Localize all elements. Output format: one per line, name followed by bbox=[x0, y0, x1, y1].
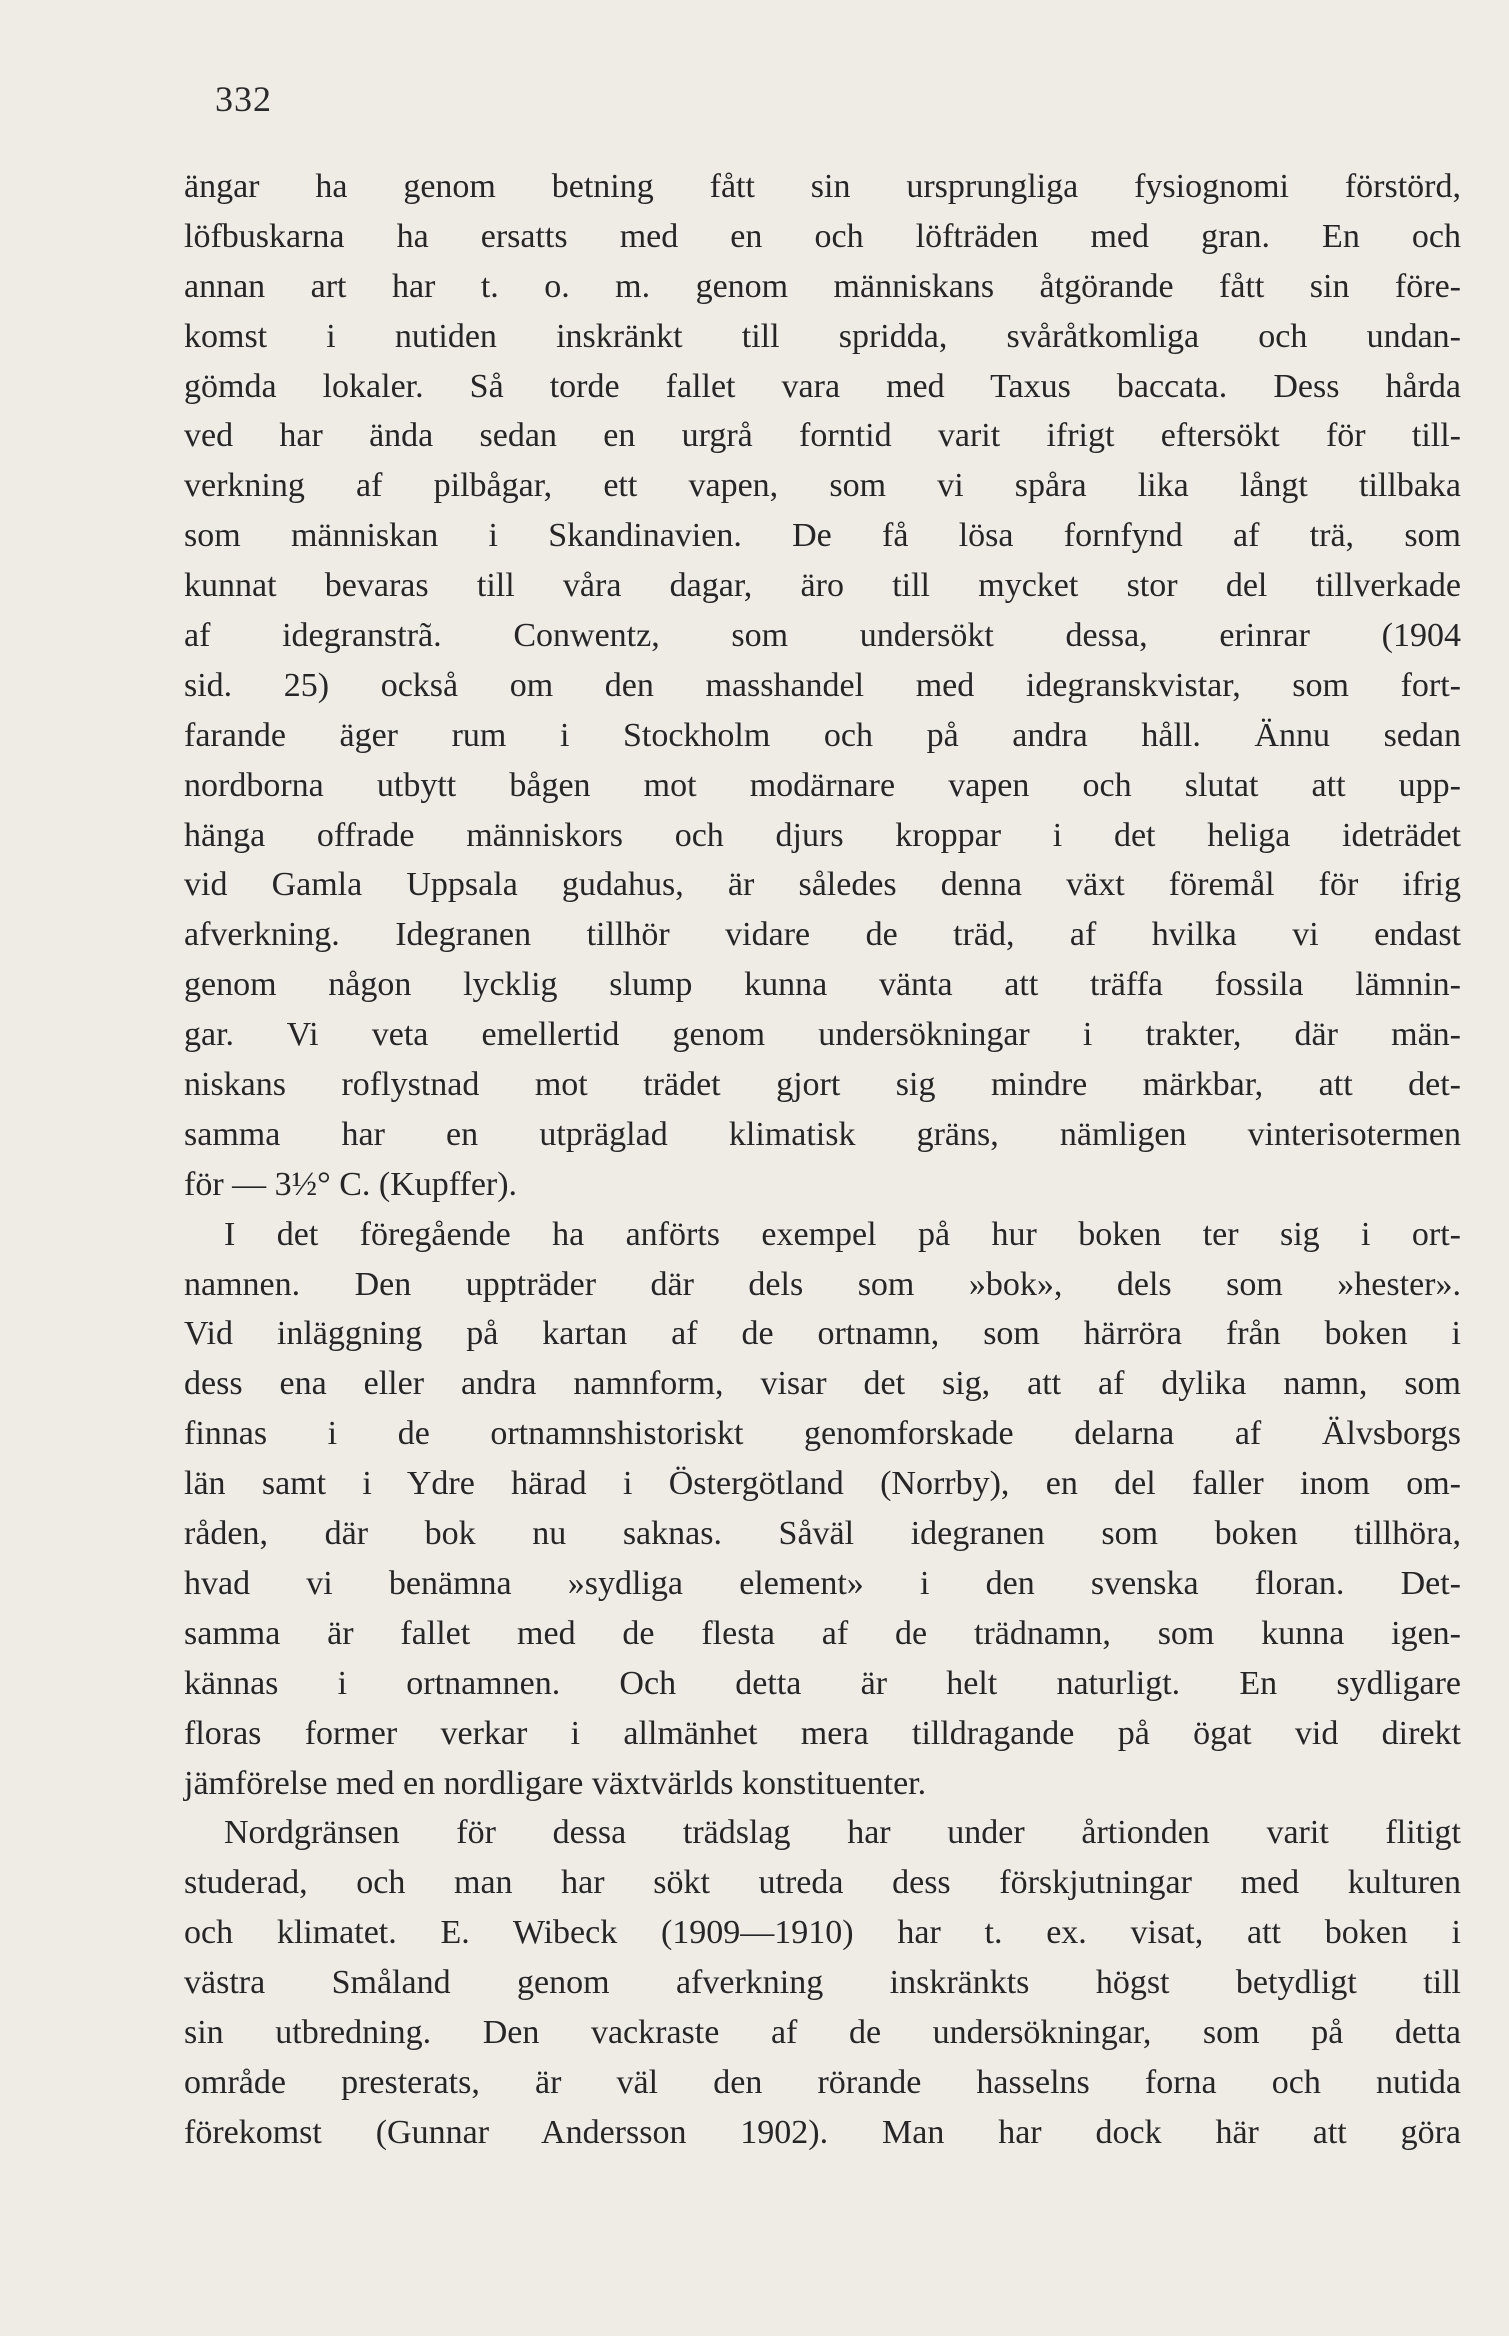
text-line: gar. Vi veta emellertid genom undersökningar i trakter, där män- bbox=[184, 1016, 1461, 1054]
text-line: af idegranstrã. Conwentz, som undersökt dessa, erinrar (1904 bbox=[184, 617, 1461, 655]
text-line: finnas i de ortnamnshistoriskt genomforskade delarna af Älvsborgs bbox=[184, 1415, 1461, 1453]
text-line: ved har ända sedan en urgrå forntid varit ifrigt eftersökt för till- bbox=[184, 417, 1461, 455]
text-line: löfbuskarna ha ersatts med en och löfträden med gran. En och bbox=[184, 217, 1461, 255]
text-line: vid Gamla Uppsala gudahus, är således denna växt föremål för ifrig bbox=[184, 866, 1461, 904]
text-line: hänga offrade människors och djurs kroppar i det heliga ideträdet bbox=[184, 816, 1461, 854]
text-line: gömda lokaler. Så torde fallet vara med Taxus baccata. Dess hårda bbox=[184, 367, 1461, 405]
text-line: genom någon lycklig slump kunna vänta att träffa fossila lämnin- bbox=[184, 966, 1461, 1004]
text-line: sid. 25) också om den masshandel med idegranskvistar, som fort- bbox=[184, 666, 1461, 704]
text-line: sin utbredning. Den vackraste af de undersökningar, som på detta bbox=[184, 2013, 1461, 2051]
text-line: afverkning. Idegranen tillhör vidare de träd, af hvilka vi endast bbox=[184, 916, 1461, 954]
text-line: förekomst (Gunnar Andersson 1902). Man har dock här att göra bbox=[184, 2113, 1461, 2151]
text-line: område presterats, är väl den rörande hasselns forna och nutida bbox=[184, 2063, 1461, 2101]
text-line: ängar ha genom betning fått sin ursprungliga fysiognomi förstörd, bbox=[184, 168, 1461, 205]
body-text bbox=[184, 162, 1461, 2158]
text-line: komst i nutiden inskränkt till spridda, svåråtkomliga och undan- bbox=[184, 317, 1461, 355]
text-line: Nordgränsen för dessa trädslag har under årtionden varit flitigt bbox=[224, 1814, 1461, 1852]
text-line: annan art har t. o. m. genom människans åtgörande fått sin före- bbox=[184, 267, 1461, 305]
text-line: råden, där bok nu saknas. Såväl idegranen som boken tillhöra, bbox=[184, 1515, 1461, 1553]
text-line: jämförelse med en nordligare växtvärlds konstituenter. bbox=[184, 1764, 927, 1802]
text-line: samma är fallet med de flesta af de trädnamn, som kunna igen- bbox=[184, 1614, 1461, 1652]
text-line: verkning af pilbågar, ett vapen, som vi spåra lika långt tillbaka bbox=[184, 467, 1461, 505]
text-line: farande äger rum i Stockholm och på andra håll. Ännu sedan bbox=[184, 716, 1461, 754]
text-line: kännas i ortnamnen. Och detta är helt naturligt. En sydligare bbox=[184, 1664, 1461, 1702]
text-line: och klimatet. E. Wibeck (1909—1910) har t. ex. visat, att boken i bbox=[184, 1914, 1461, 1952]
text-line: namnen. Den uppträder där dels som »bok», dels som »hester». bbox=[184, 1265, 1461, 1303]
text-line: floras former verkar i allmänhet mera tilldragande på ögat vid direkt bbox=[184, 1714, 1461, 1752]
text-line: som människan i Skandinavien. De få lösa fornfynd af trä, som bbox=[184, 517, 1461, 555]
text-line: Vid inläggning på kartan af de ortnamn, som härröra från boken i bbox=[184, 1315, 1461, 1353]
page-number: 332 bbox=[215, 79, 272, 119]
text-line: dess ena eller andra namnform, visar det sig, att af dylika namn, som bbox=[184, 1365, 1461, 1403]
text-line: nordborna utbytt bågen mot modärnare vapen och slutat att upp- bbox=[184, 766, 1461, 804]
text-line: län samt i Ydre härad i Östergötland (Norrby), en del faller inom om- bbox=[184, 1465, 1461, 1503]
text-line: studerad, och man har sökt utreda dess förskjutningar med kulturen bbox=[184, 1864, 1461, 1902]
text-line: hvad vi benämna »sydliga element» i den svenska floran. Det- bbox=[184, 1564, 1461, 1602]
text-line: för — 3½° C. (Kupffer). bbox=[184, 1165, 518, 1203]
text-line: kunnat bevaras till våra dagar, äro till mycket stor del tillverkade bbox=[184, 567, 1461, 605]
text-line: I det föregående ha anförts exempel på hur boken ter sig i ort- bbox=[224, 1215, 1461, 1253]
text-line: samma har en utpräglad klimatisk gräns, nämligen vinterisotermen bbox=[184, 1115, 1461, 1153]
text-line: niskans roflystnad mot trädet gjort sig mindre märkbar, att det- bbox=[184, 1066, 1461, 1104]
text-line: västra Småland genom afverkning inskränkts högst betydligt till bbox=[184, 1964, 1461, 2002]
